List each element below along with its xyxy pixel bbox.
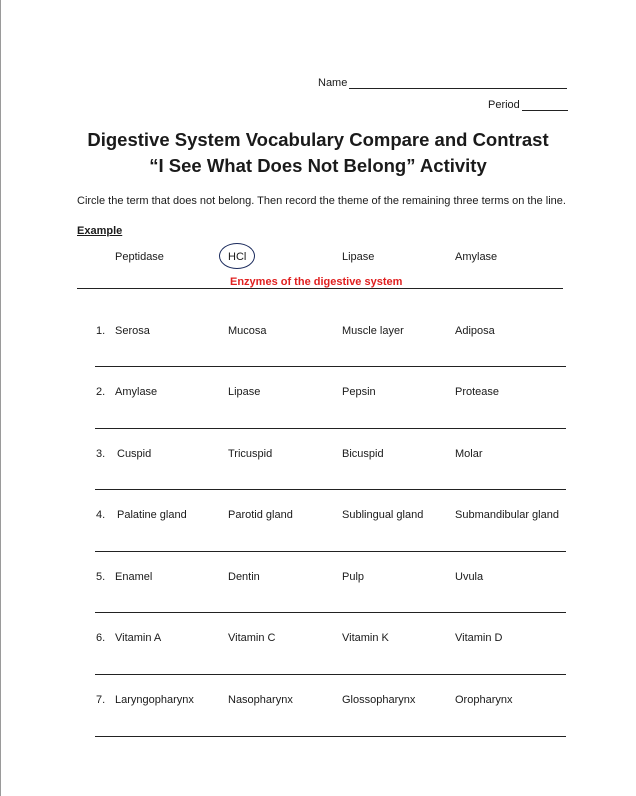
item-7-number: 7. [96,694,106,706]
item-4-term-4[interactable]: Submandibular gland [455,509,559,521]
item-4-number: 4. [96,509,106,521]
item-6-answer-line[interactable] [95,674,566,675]
page-subtitle [0,154,636,178]
item-6-term-4[interactable]: Vitamin D [455,632,503,644]
name-field[interactable] [318,76,567,89]
name-blank-line[interactable] [349,76,567,89]
example-answer-text: Enzymes of the digestive system [230,276,403,288]
item-3-term-1[interactable]: Cuspid [117,448,152,460]
item-6-term-1[interactable]: Vitamin A [115,632,162,644]
item-1-answer-line[interactable] [95,366,566,367]
item-6-number: 6. [96,632,106,644]
period-field[interactable] [488,98,568,111]
item-2-term-2[interactable]: Lipase [228,386,261,398]
page-title: Digestive System Vocabulary Compare and Contrast [87,129,549,150]
item-7-term-1[interactable]: Laryngopharynx [115,694,194,706]
example-term-4[interactable]: Amylase [455,251,498,263]
item-1-term-1[interactable]: Serosa [115,325,150,337]
period-label: Period [488,99,520,111]
item-3-number: 3. [96,448,106,460]
item-6-term-2[interactable]: Vitamin C [228,632,276,644]
item-1-term-4[interactable]: Adiposa [455,325,495,337]
example-answer-fill-right [402,276,563,289]
item-5-number: 5. [96,571,106,583]
item-5-term-1[interactable]: Enamel [115,571,153,583]
circle-mark-icon [219,243,255,269]
item-4-answer-line[interactable] [95,551,566,552]
item-2-term-4[interactable]: Protease [455,386,500,398]
example-term-1[interactable]: Peptidase [115,251,164,263]
item-3-term-2[interactable]: Tricuspid [228,448,273,460]
name-label: Name [318,77,348,89]
item-2-term-3[interactable]: Pepsin [342,386,376,398]
example-label: Example [77,225,123,237]
item-5-term-2[interactable]: Dentin [228,571,260,583]
item-2-answer-line[interactable] [95,428,566,429]
example-term-2[interactable]: HCl [228,251,247,263]
item-7-answer-line[interactable] [95,736,566,737]
item-7-term-4[interactable]: Oropharynx [455,694,513,706]
item-7-term-3[interactable]: Glossopharynx [342,694,416,706]
page-subtitle-text: “I See What Does Not Belong” Activity [149,155,487,176]
page-left-edge [0,0,1,796]
item-5-term-3[interactable]: Pulp [342,571,365,583]
item-7-term-2[interactable]: Nasopharynx [228,694,293,706]
period-blank-line[interactable] [522,98,568,111]
example-term-3[interactable]: Lipase [342,251,375,263]
item-2-number: 2. [96,386,106,398]
item-3-term-4[interactable]: Molar [455,448,483,460]
item-3-answer-line[interactable] [95,489,566,490]
example-answer-line [77,276,563,289]
item-4-term-2[interactable]: Parotid gland [228,509,293,521]
item-2-term-1[interactable]: Amylase [115,386,158,398]
item-3-term-3[interactable]: Bicuspid [342,448,384,460]
item-4-term-3[interactable]: Sublingual gland [342,509,424,521]
item-1-term-2[interactable]: Mucosa [228,325,267,337]
item-6-term-3[interactable]: Vitamin K [342,632,389,644]
example-answer-fill-left [77,276,230,289]
item-1-number: 1. [96,325,106,337]
item-4-term-1[interactable]: Palatine gland [117,509,187,521]
item-5-answer-line[interactable] [95,612,566,613]
item-1-term-3[interactable]: Muscle layer [342,325,404,337]
instructions: Circle the term that does not belong. Then record the theme of the remaining three terms on the line. [77,195,566,207]
item-5-term-4[interactable]: Uvula [455,571,484,583]
